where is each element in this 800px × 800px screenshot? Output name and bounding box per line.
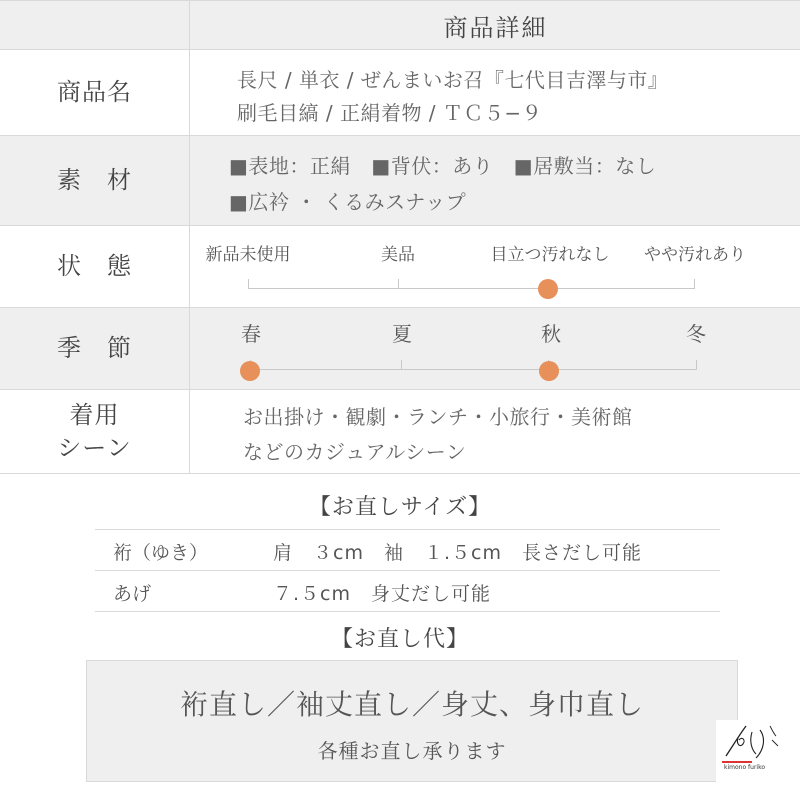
condition-option-excellent: 美品 xyxy=(381,245,415,265)
season-tick-3 xyxy=(696,360,697,370)
condition-scale xyxy=(191,226,800,307)
condition-scale-line xyxy=(248,288,694,289)
alteration-size-row xyxy=(95,529,720,570)
season-selected-dot-spring xyxy=(240,361,260,381)
condition-tick-0 xyxy=(248,279,249,289)
condition-row xyxy=(0,226,800,308)
header-blank-cell xyxy=(0,1,190,49)
product-name-value xyxy=(191,50,800,135)
alteration-fee-title: 【お直し代】 xyxy=(330,627,469,652)
alteration-sizes-table xyxy=(95,529,720,612)
material-line-1: ■表地：正絹 ■背伏：あり ■居敷当：なし xyxy=(229,154,657,178)
condition-option-new: 新品未使用 xyxy=(205,245,291,265)
condition-option-slight-stains: やや汚れあり xyxy=(644,245,746,265)
alteration-size-value: ７.５cm 身丈だし可能 xyxy=(273,583,491,605)
season-label: 季 節 xyxy=(0,308,190,389)
condition-selected-dot xyxy=(538,279,558,299)
season-autumn: 秋 xyxy=(541,322,561,346)
scene-label-line-2: シーン xyxy=(57,433,132,462)
alteration-size-value: 肩 ３cm 袖 １.５cm 長さだし可能 xyxy=(273,542,642,564)
scene-row xyxy=(0,390,800,474)
condition-label: 状 態 xyxy=(0,226,190,307)
product-name-label: 商品名 xyxy=(0,50,190,135)
spec-title: 商品詳細 xyxy=(443,13,548,42)
alteration-size-key: 裄（ゆき） xyxy=(113,542,209,564)
brand-logo-text: kimono furiko xyxy=(724,764,766,771)
material-line-2: ■広衿 ・ くるみスナップ xyxy=(229,190,467,214)
alteration-note: 各種お直し承ります xyxy=(317,739,507,763)
alteration-size-key: あげ xyxy=(113,583,152,605)
brand-logo-mark xyxy=(716,720,786,764)
alteration-size-row xyxy=(95,570,720,612)
scene-value xyxy=(191,390,800,473)
scene-line-2: などのカジュアルシーン xyxy=(243,440,467,464)
season-scale xyxy=(191,308,800,389)
scene-line-1: お出掛け・観劇・ランチ・小旅行・美術館 xyxy=(243,405,633,429)
material-value xyxy=(191,136,800,225)
season-scale-line xyxy=(250,369,696,370)
season-selected-dot-autumn xyxy=(539,361,559,381)
season-spring: 春 xyxy=(241,322,261,346)
condition-tick-3 xyxy=(694,279,695,289)
season-winter: 冬 xyxy=(686,322,706,346)
brand-logo-accent xyxy=(722,761,752,763)
season-summer: 夏 xyxy=(392,322,412,346)
product-name-line-2: 刷毛目縞 / 正絹着物 / ＴＣ５−９ xyxy=(237,101,543,125)
product-name-line-1: 長尺 / 単衣 / ぜんまいお召『七代目吉澤与市』 xyxy=(237,68,669,92)
spec-header-row xyxy=(0,0,800,50)
brand-logo xyxy=(716,720,786,782)
condition-value xyxy=(191,226,800,307)
season-row xyxy=(0,308,800,390)
scene-label-line-1: 着用 xyxy=(69,401,120,430)
season-value xyxy=(191,308,800,389)
scene-label xyxy=(0,390,190,473)
alteration-sizes-title: 【お直しサイズ】 xyxy=(308,495,492,520)
condition-tick-1 xyxy=(398,279,399,289)
material-label: 素 材 xyxy=(0,136,190,225)
season-tick-1 xyxy=(401,360,402,370)
condition-option-no-stains: 目立つ汚れなし xyxy=(490,245,610,265)
alteration-fee-box xyxy=(86,660,738,782)
alteration-services: 裄直し／袖丈直し／身丈、身巾直し xyxy=(179,688,644,721)
material-row xyxy=(0,136,800,226)
product-name-row xyxy=(0,50,800,136)
